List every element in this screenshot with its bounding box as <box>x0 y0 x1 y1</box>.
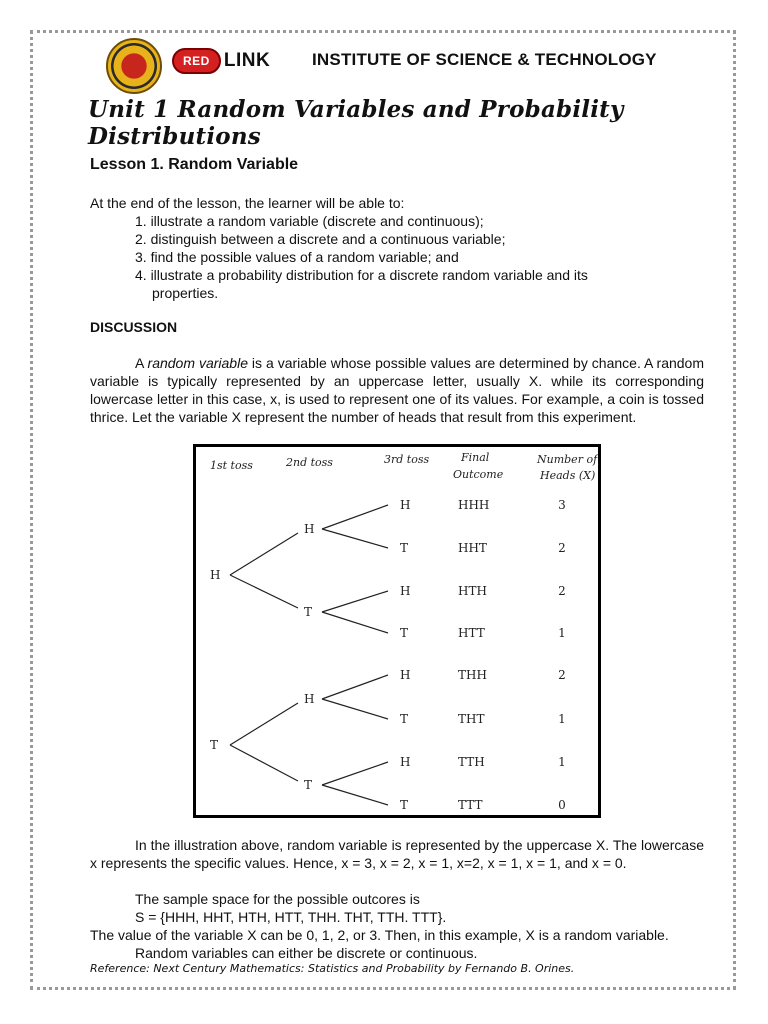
header-toss3: 3rd toss <box>384 453 430 466</box>
second-toss-node: T <box>304 605 313 619</box>
third-toss-node: H <box>400 498 411 512</box>
final-outcome: TTH <box>458 755 485 769</box>
header-toss2: 2nd toss <box>286 456 333 469</box>
lesson-title: Lesson 1. Random Variable <box>90 156 299 173</box>
first-toss-node: H <box>210 568 221 582</box>
third-toss-node: H <box>400 584 411 598</box>
final-outcome: HTT <box>458 626 485 640</box>
discussion-heading: DISCUSSION <box>90 319 178 335</box>
objective-item: 3. find the possible values of a random variable; and <box>135 249 459 265</box>
reference-note: Reference: Next Century Mathematics: Statistics and Probability by Fernando B. Orines. <box>90 962 575 975</box>
third-toss-node: H <box>400 755 411 769</box>
number-of-heads: 2 <box>558 541 566 555</box>
branch-line <box>230 745 298 781</box>
number-of-heads: 2 <box>558 668 566 682</box>
redlink-logo <box>172 48 270 74</box>
objective-item-continuation: properties. <box>152 285 219 301</box>
third-toss-node: T <box>400 541 409 555</box>
second-toss-node: H <box>304 692 315 706</box>
objective-item: 1. illustrate a random variable (discrete and continuous); <box>135 213 484 229</box>
branch-line <box>230 533 298 575</box>
discussion-paragraph-1 <box>90 354 704 426</box>
number-of-heads: 1 <box>558 626 566 640</box>
branch-line <box>322 785 388 805</box>
branch-line <box>322 505 388 529</box>
branch-line <box>322 699 388 719</box>
branch-line <box>322 762 388 785</box>
second-toss-node: H <box>304 522 315 536</box>
third-toss-node: T <box>400 712 409 726</box>
number-of-heads: 0 <box>558 798 566 812</box>
final-outcome: TTT <box>458 798 483 812</box>
objectives-intro: At the end of the lesson, the learner will be able to: <box>90 195 405 211</box>
institute-name: INSTITUTE OF SCIENCE & TECHNOLOGY <box>312 50 657 69</box>
branch-line <box>322 675 388 699</box>
third-toss-node: T <box>400 798 409 812</box>
branch-line <box>322 591 388 612</box>
discussion-paragraph-6: Random variables can either be discrete or continuous. <box>135 945 478 961</box>
branch-line <box>322 529 388 548</box>
header-final-1: Final <box>461 451 490 464</box>
page-header <box>100 38 660 88</box>
discussion-paragraph-5: The value of the variable X can be 0, 1, 2, or 3. Then, in this example, X is a random variable. <box>90 927 669 943</box>
first-toss-node: T <box>210 738 219 752</box>
number-of-heads: 1 <box>558 755 566 769</box>
institute-seal-logo <box>106 38 162 94</box>
final-outcome: THH <box>458 668 487 682</box>
discussion-paragraph-3: The sample space for the possible outcores is <box>135 891 420 907</box>
third-toss-node: T <box>400 626 409 640</box>
second-toss-node: T <box>304 778 313 792</box>
final-outcome: HHT <box>458 541 487 555</box>
objective-item: 4. illustrate a probability distribution for a discrete random variable and its <box>135 267 588 283</box>
number-of-heads: 2 <box>558 584 566 598</box>
third-toss-node: H <box>400 668 411 682</box>
header-heads-2: Heads (X) <box>540 469 596 482</box>
unit-title: Unit 1 Random Variables and Probability Distributions <box>88 96 624 150</box>
branch-line <box>230 703 298 745</box>
tree-diagram-svg <box>196 447 598 815</box>
discussion-paragraph-2: In the illustration above, random variable is represented by the uppercase X. The lowercase x represents the specific values. Hence, x = 3, x = 2, x = 1, x=2, x = 1, x = 1, and x = 0. <box>90 837 704 871</box>
final-outcome: HTH <box>458 584 487 598</box>
p1-prefix: A <box>135 355 148 371</box>
objective-item: 2. distinguish between a discrete and a continuous variable; <box>135 231 506 247</box>
header-final-2: Outcome <box>453 468 504 481</box>
header-toss1: 1st toss <box>210 459 253 472</box>
branch-line <box>230 575 298 608</box>
redlink-logo-badge: RED <box>172 48 221 74</box>
number-of-heads: 3 <box>558 498 566 512</box>
p1-rest: is a variable whose possible values are determined by chance. A random variable is typically represented by an uppercase letter, usually X. while its corresponding lowercase letter in this case, x, is used to represent one of its values. For example, a coin is tossed thrice. Let the variable X represent the number of heads that result from this experiment. <box>90 355 704 425</box>
redlink-logo-text: LINK <box>223 50 271 71</box>
final-outcome: HHH <box>458 498 490 512</box>
p1-emphasis: random variable <box>147 355 248 371</box>
number-of-heads: 1 <box>558 712 566 726</box>
header-heads-1: Number of <box>537 453 598 466</box>
tree-diagram <box>193 444 601 818</box>
branch-line <box>322 612 388 633</box>
final-outcome: THT <box>458 712 485 726</box>
sample-space: S = {HHH, HHT, HTH, HTT, THH. THT, TTH. TTT}. <box>135 909 447 925</box>
